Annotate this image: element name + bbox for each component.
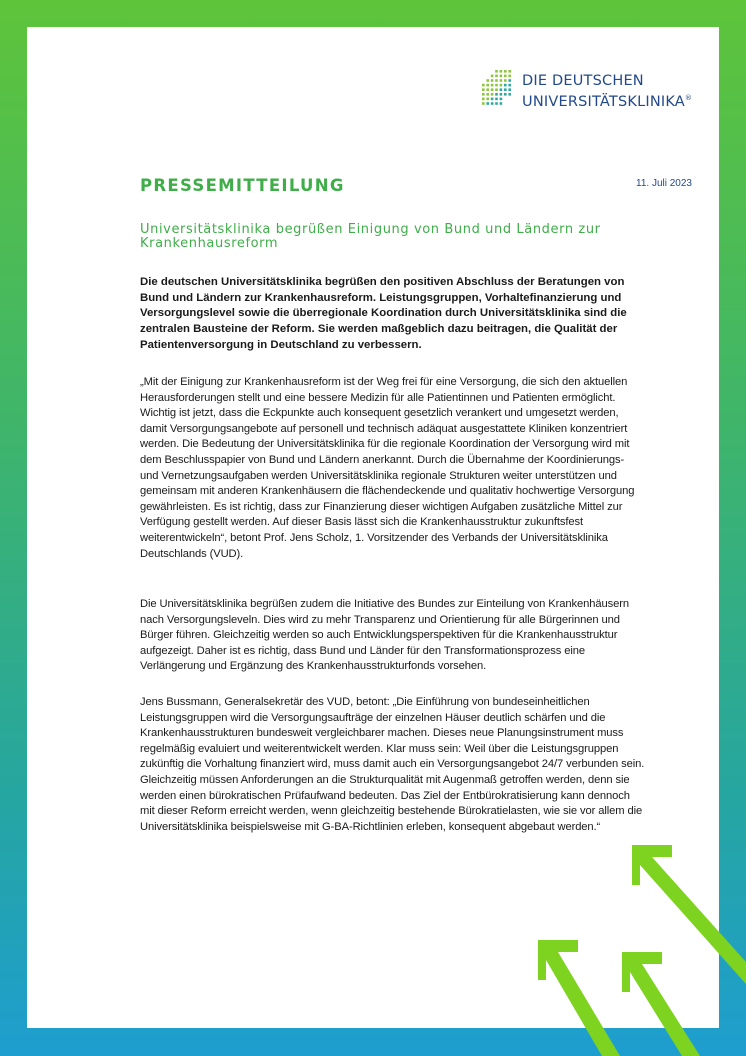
logo-dot — [495, 93, 498, 96]
logo-dot — [500, 93, 503, 96]
logo-dot — [486, 102, 489, 105]
logo-dot — [482, 98, 485, 101]
logo-dot — [491, 88, 494, 91]
logo-dot — [486, 88, 489, 91]
logo-dot — [495, 79, 498, 82]
logo-dot — [495, 70, 498, 73]
logo-dot — [508, 88, 511, 91]
registered-mark: ® — [684, 94, 693, 102]
logo-dot — [495, 102, 498, 105]
logo-dot — [504, 75, 507, 78]
logo-dot — [482, 102, 485, 105]
logo-dot — [486, 98, 489, 101]
dot-grid-arrow-icon — [482, 70, 514, 108]
logo-dot — [504, 84, 507, 87]
logo-dot — [500, 102, 503, 105]
release-date: 11. Juli 2023 — [636, 178, 692, 189]
logo-dot — [482, 93, 485, 96]
press-release-page — [27, 27, 719, 1028]
logo-dot — [500, 70, 503, 73]
logo-line-2: UNIVERSITÄTSKLINIKA® — [522, 94, 693, 110]
logo-dot — [486, 84, 489, 87]
logo-dot — [495, 75, 498, 78]
logo-dot — [500, 84, 503, 87]
logo-dot — [495, 84, 498, 87]
logo-dot — [504, 79, 507, 82]
lead-paragraph: Die deutschen Universitätsklinika begrüßen den positiven Abschluss der Beratungen von Bund und Ländern zur Krankenhausreform. Leistungsgruppen, Vorhaltefinanzierung und Versorgungslevel sowie die überregionale Koordination durch Universitätsklinika sind die zentralen Bausteine der Reform. Sie werden maßgeblich dazu beitragen, die Qualität der Patientenversorgung in Deutschland zu verbessern. — [140, 276, 627, 351]
logo-dot — [491, 79, 494, 82]
logo-dot — [500, 98, 503, 101]
logo-line-1: DIE DEUTSCHEN — [522, 73, 644, 89]
logo-dot — [504, 93, 507, 96]
logo-dot — [491, 75, 494, 78]
body-paragraph-2: Die Universitätsklinika begrüßen zudem die Initiative des Bundes zur Einteilung von Krankenhäusern nach Versorgungsleveln. Dies wird zu mehr Transparenz und Orientierung für alle Bürgerinnen und Bürger führen. Gleichzeitig werden so auch Entwicklungsperspektiven für die Krankenhausstruktur aufgezeigt. Daher ist es richtig, dass Bund und Länder für den Transformationsprozess eine Verlängerung und Ergänzung des Krankenhausstrukturfonds vorsehen. — [140, 598, 629, 673]
logo-dot — [508, 84, 511, 87]
logo-dot — [495, 88, 498, 91]
logo-dot — [491, 102, 494, 105]
logo-dot — [482, 88, 485, 91]
logo-dot — [500, 79, 503, 82]
logo-dot — [491, 93, 494, 96]
page-title: PRESSEMITTEILUNG — [140, 176, 345, 195]
logo-dot — [504, 70, 507, 73]
logo-dot — [500, 88, 503, 91]
body-paragraph-3: Jens Bussmann, Generalsekretär des VUD, betont: „Die Einführung von bundeseinheitlichen Leistungsgruppen wird die Versorgungsaufträge der einzelnen Häuser deutlich schärfen und die Krankenhausstrukturen bundesweit vergleichbarer machen. Dieses neue Planungsinstrument muss regelmäßig evaluiert und weiterentwickelt werden. Klar muss sein: Weil über die Leistungsgruppen zukünftig die Vorhaltung finanziert wird, muss damit auch ein Versorgungsangebot 24/7 verbunden sein. Gleichzeitig müssen Anforderungen an die Strukturqualität mit Augenmaß getroffen werden, denn sie werden einen bürokratischen Prüfaufwand bedeuten. Das Ziel der Entbürokratisierung kann dennoch mit dieser Reform erreicht werden, wenn gleichzeitig bestehende Bürokratielasten, wie sie vor allem die Universitätsklinika beispielsweise mit G-BA-Richtlinien erleben, konsequent abgebaut werden.“ — [140, 696, 645, 833]
logo-dot — [486, 93, 489, 96]
logo-dot — [504, 88, 507, 91]
logo-dot — [508, 70, 511, 73]
logo-wordmark — [522, 73, 692, 111]
logo-dot — [508, 75, 511, 78]
body-paragraph-1: „Mit der Einigung zur Krankenhausreform ist der Weg frei für eine Versorgung, die sich den aktuellen Herausforderungen stellt und eine bessere Medizin für alle Patientinnen und Patienten ermöglicht. Wichtig ist jetzt, dass die Eckpunkte auch konsequent gesetzlich verankert und umgesetzt werden, damit Versorgungsangebote auf personell und technisch adäquat ausgestattete Kliniken konzentriert werden. Die Bedeutung der Universitätsklinika für die regionale Koordination der Versorgung wird mit dem Beschlusspapier von Bund und Ländern anerkannt. Durch die Übernahme der Koordinierungs- und Vernetzungsaufgaben werden Universitätsklinika regionale Strukturen weiter unterstützen und gemeinsam mit anderen Krankenhäusern die flächendeckende und qualitativ hochwertige Versorgung gewährleisten. Es ist richtig, dass zur Finanzierung dieser wichtigen Aufgaben zusätzliche Mittel zur Verfügung gestellt werden. Auf dieser Basis lässt sich die Krankenhausstruktur zukunftsfest weiterentwickeln“, betont Prof. Jens Scholz, 1. Vorsitzender des Verbands der Universitätsklinika Deutschlands (VUD). — [140, 376, 635, 560]
headline: Universitätsklinika begrüßen Einigung von Bund und Ländern zur Krankenhausreform — [140, 222, 601, 251]
logo-dot — [500, 75, 503, 78]
logo-dot — [508, 93, 511, 96]
logo-dot — [491, 98, 494, 101]
logo-dot — [495, 98, 498, 101]
logo-dot — [482, 84, 485, 87]
logo-dot — [486, 79, 489, 82]
logo-dot — [508, 79, 511, 82]
logo-dot — [491, 84, 494, 87]
